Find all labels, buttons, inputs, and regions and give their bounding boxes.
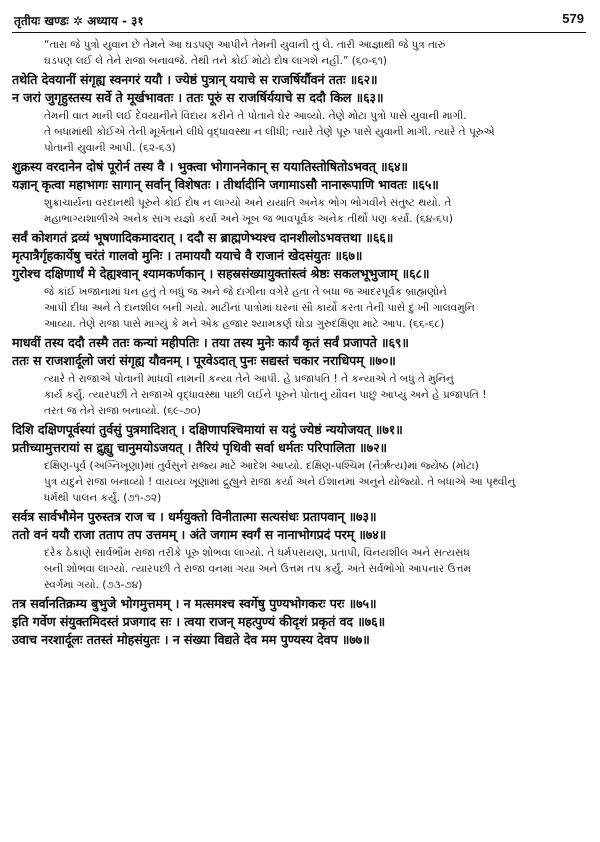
translation-line: સ્વર્ગમાં ગયો. (૭૩-૭૪) bbox=[44, 579, 143, 591]
translation-line: કાર્ય કર્યું. ત્યારપછી તે રાજાએ વૃદ્ધાવસ્થા પાછી લઈને પૂરુને પોતાનું યૌવન પાછું આપ્યું અને હે પ્રજાપતિ ! bbox=[44, 389, 487, 401]
page-number: 579 bbox=[562, 11, 584, 26]
sanskrit-verse: ततः स राजशार्दूलो जरां संगृह्य यौवनम् । पूरवेऽदात् पुनः सद्यस्तं चकार नराधिपम् ॥७०॥ bbox=[12, 353, 396, 368]
translation-line: દક્ષિણ-પૂર્વ (અગ્નિખૂણા)માં તુર્વસુને રાજ્ય માટે આદેશ આપ્યો. દક્ષિણ-પશ્ચિમ (નૈર્ઋત્ય)માં જ્યેષ્ઠ (મોટા) bbox=[44, 460, 479, 472]
gujarati-translation bbox=[12, 195, 586, 227]
translation-line: ઘડપણ લઈ લે તેને રાજા બનાવજે. તેથી તને કોઈ મોટો દોષ લાગશે નહીં.” (૬૦-૬૧) bbox=[44, 55, 387, 67]
sanskrit-verse: यज्ञान् कृत्वा महाभागः सागान् सर्वान् विशेषतः । तीर्थादीनि जगामाऽसौ नानारूपाणि भावतः ॥६५॥ bbox=[12, 177, 439, 192]
sanskrit-verse: दिशि दक्षिणपूर्वस्यां तुर्वसुं पुत्रमादिशत् । दक्षिणापश्चिमायां स यदुं ज्येष्ठं न्ययोजयत् ॥७१॥ bbox=[12, 422, 403, 437]
gujarati-translation bbox=[12, 371, 586, 419]
translation-line: તેમની વાત માની લઈ દેવયાનીને વિદાય કરીને તે પોતાને ઘેર આવ્યો. તેણે મોટા પુત્રો પાસે યુવાની માગી. bbox=[44, 110, 467, 122]
sanskrit-verse: तत्र सर्वानतिक्रम्य बुभुजे भोगमुत्तमम् । न मत्समश्च स्वर्गेषु पुण्यभोगकरः परः ॥७५॥ bbox=[12, 596, 377, 611]
sanskrit-verse: मृत्पात्रैर्गृहकार्येषु चरंतं गालवो मुनिः । तमाययौ ययाचे वै राजानं खेदसंयुतः ॥६७॥ bbox=[12, 248, 363, 263]
translation-line: તે બધામાંથી કોઈએ તેની મૂર્ખતાને લીધે વૃદ્ધાવસ્થા ન લીધી; ત્યારે તેણે પૂરુ પાસે યુવાની માગી. ત્યારે તે પૂરુએ bbox=[44, 126, 495, 138]
translation-line: ધર્મથી પાલન કર્યું. (૭૧-૭૨) bbox=[44, 492, 162, 504]
gujarati-translation bbox=[12, 37, 586, 69]
gujarati-translation bbox=[12, 108, 586, 156]
page-header bbox=[12, 10, 586, 33]
gujarati-translation bbox=[12, 458, 586, 506]
translation-line: “તારા જે પુત્રો યુવાન છે તેમને આ ઘડપણ આપીને તેમની યુવાની તું લે. તારી આજ્ઞાથી જે પુત્ર તારું bbox=[44, 39, 446, 51]
sanskrit-verse: उवाच नरशार्दूलः ततस्तं मोहसंयुतः । न संख्या विद्यते देव मम पुण्यस्य देवप ॥७७॥ bbox=[12, 632, 370, 647]
page-body bbox=[12, 33, 586, 649]
sanskrit-verse: प्रतीच्यामुत्तरायां स द्रुह्यु चानुमयोऽजयत् । तैरियं पृथिवी सर्वा धर्मतः परिपालिता ॥७२॥ bbox=[12, 440, 387, 455]
gujarati-translation bbox=[12, 545, 586, 593]
sanskrit-verse: सर्वं कोशगतं द्रव्यं भूषणादिकमादरात् । ददौ स ब्राह्मणेभ्यश्च दानशीलोऽभवत्तथा ॥६६॥ bbox=[12, 230, 394, 245]
translation-line: મહાભાગ્યશાળીએ અનેક સાંગ યજ્ઞો કર્યા અને ખૂબ જ ભાવપૂર્વક અનેક તીર્થો પણ કર્યાં. (૬૪-૬૫) bbox=[44, 213, 453, 225]
sanskrit-verse: इति गर्वेण संयुक्तमिदस्तं प्रजगाद सः । त्वया राजन् महत्पुण्यं कीदृशं प्रकृतं वद ॥७६॥ bbox=[12, 614, 386, 629]
translation-line: પુત્ર યદુને રાજા બનાવ્યો ! વાયવ્ય ખૂણામાં દ્રુહ્યુને રાજા કર્યા અને ઈશાનમાં અનુને યોજ્યો. તે બધાએ આ પૃથ્વીનું bbox=[44, 476, 516, 488]
translation-line: તરત જ તેને રાજા બનાવ્યો. (૬૯-૭૦) bbox=[44, 405, 201, 417]
gujarati-translation bbox=[12, 284, 586, 332]
translation-line: ત્યારે તે રાજાએ પોતાની માધવી નામની કન્યા તેને આપી. હે પ્રજાપતિ ! તે કન્યાએ તે બધું તે મુનિનું bbox=[44, 373, 454, 385]
sanskrit-verse: न जरां जुगृहुस्तस्य सर्वे ते मूर्खभावतः । ततः पूरुं स राजर्षिर्ययाचे स ददौ किल ॥६३॥ bbox=[12, 90, 384, 105]
sanskrit-verse: गुरोश्च दक्षिणार्थं मे देह्यश्वान् श्यामकर्णकान् । सहस्रसंख्यायुक्तांस्त्वं श्रेष्ठः सकलभूभुजाम् ॥६८॥ bbox=[12, 266, 430, 281]
translation-line: દરેક ઠેકાણે સાર્વભૌમ રાજા તરીકે પૂરુ શોભવા લાગ્યો. તે ધર્મપરાયણ, પ્રતાપી, વિનયશીલ અને સત્યસંધ bbox=[44, 547, 470, 559]
translation-line: આપી દીધા અને તે દાનશીલ બની ગયો. માટીનાં પાત્રોમાં ઘરનાં સૌ કાર્યો કરતા તેની પાસે દુઃખી ગાલવમુનિ bbox=[44, 302, 475, 314]
running-title: तृतीयः खण्डः ✲ अध्याय - ३१ bbox=[14, 14, 144, 28]
translation-line: આવ્યા. તેણે રાજા પાસે માગ્યું કે મને એક હજાર શ્યામકર્ણ ઘોડા ગુરુદક્ષિણા માટે આપ. (૬૬-૬૮) bbox=[44, 318, 445, 330]
translation-line: જે કાંઈ ખજાનામાં ધન હતું તે બધું જ અને જે દાગીના વગેરે હતા તે બધા જ આદરપૂર્વક બ્રાહ્મણોને bbox=[44, 286, 447, 298]
sanskrit-verse: सर्वत्र सार्वभौमेन पुरुस्तत्र राज च । धर्मयुक्तो विनीतात्मा सत्यसंधः प्रतापवान् ॥७३॥ bbox=[12, 509, 377, 524]
sanskrit-verse: ततो वनं ययौ राजा तताप तप उत्तमम् । अंते जगाम स्वर्गं स नानाभोगप्रदं परम् ॥७४॥ bbox=[12, 527, 387, 542]
sanskrit-verse: शुक्रस्य वरदानेन दोषं पूरोर्न तस्य वै । भुक्त्वा भोगाननेकान् स ययातिस्तोषितोऽभवत् ॥६४॥ bbox=[12, 159, 408, 174]
sanskrit-verse: तथेति देवयानीं संगृह्य स्वनगरं ययौ । ज्येष्ठं पुत्रान् ययाचे स राजर्षिर्यौवनं ततः ॥६२॥ bbox=[12, 72, 378, 87]
translation-line: શુક્રાચાર્યના વરદાનથી પૂરુને કોઈ દોષ ન લાગ્યો અને યયાતિ અનેક ભોગ ભોગવીને સંતુષ્ટ થયો. તે bbox=[44, 197, 452, 209]
sanskrit-verse: माधवीं तस्य ददौ तस्मै ततः कन्यां महीपतिः । तया तस्य मुनेः कार्यं कृतं सर्वं प्रजापते ॥६९॥ bbox=[12, 335, 409, 350]
translation-line: બની શોભવા લાગ્યો. ત્યારપછી તે રાજા વનમાં ગયા અને ઉત્તમ તપ કર્યું. અંતે સર્વભોગો આપનાર ઉત્તમ bbox=[44, 563, 471, 575]
translation-line: પોતાની યુવાની આપી. (૬૨-૬૩) bbox=[44, 142, 176, 154]
